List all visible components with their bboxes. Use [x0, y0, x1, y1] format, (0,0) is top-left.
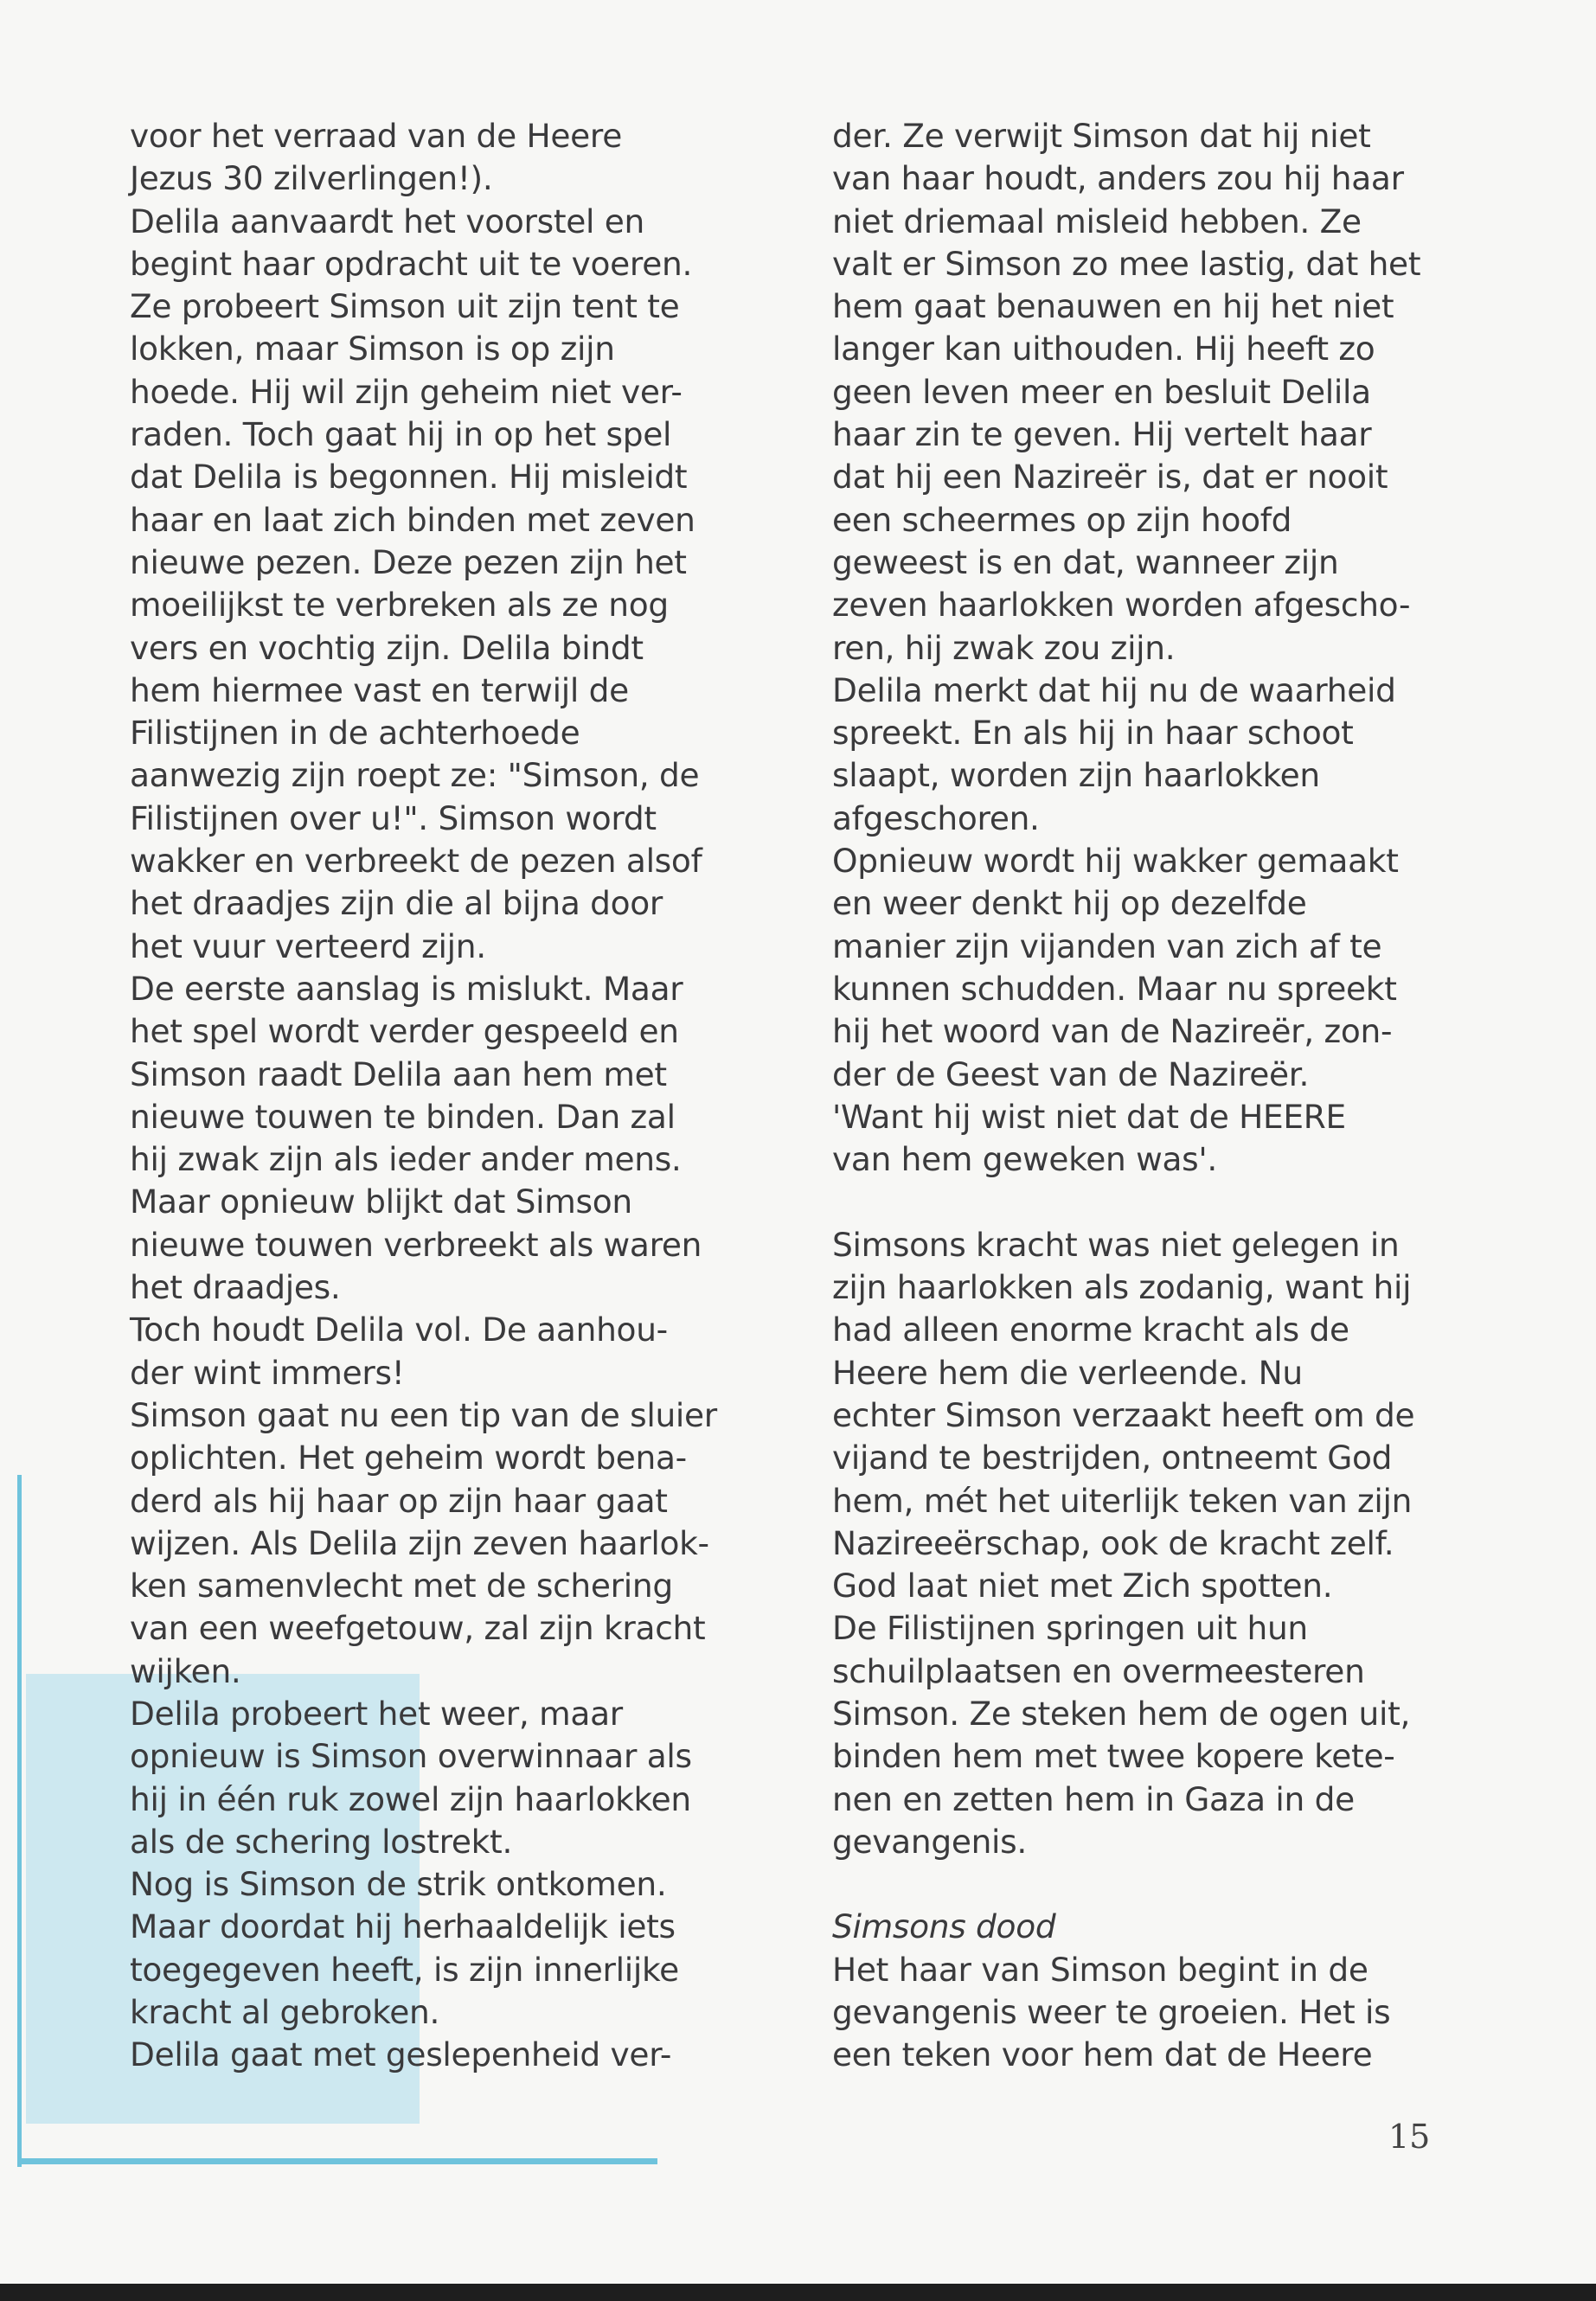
- text-line: van haar houdt, anders zou hij haar: [832, 159, 1404, 198]
- text-line: voor het verraad van de Heere: [130, 117, 622, 155]
- text-line: derd als hij haar op zijn haar gaat: [130, 1481, 668, 1520]
- text-line: lokken, maar Simson is op zijn: [130, 330, 615, 369]
- text-line: Nazireeërschap, ook de kracht zelf.: [832, 1523, 1394, 1562]
- text-line: nieuwe touwen te binden. Dan zal: [130, 1097, 676, 1136]
- text-line: wijken.: [130, 1651, 241, 1690]
- text-line: 'Want hij wist niet dat de HEERE: [832, 1097, 1346, 1136]
- text-line: nen en zetten hem in Gaza in de: [832, 1779, 1355, 1818]
- text-line: geweest is en dat, wanneer zijn: [832, 542, 1339, 581]
- text-line: hem hiermee vast en terwijl de: [130, 670, 629, 709]
- text-line: geen leven meer en besluit Delila: [832, 372, 1371, 411]
- text-line: langer kan uithouden. Hij heeft zo: [832, 330, 1375, 369]
- text-line: het spel wordt verder gespeeld en: [130, 1012, 679, 1051]
- text-line: De eerste aanslag is mislukt. Maar: [130, 969, 683, 1008]
- text-line: begint haar opdracht uit te voeren.: [130, 244, 693, 283]
- text-line: gevangenis weer te groeien. Het is: [832, 1993, 1391, 2032]
- right-paragraph-group-3: [832, 1949, 1490, 2077]
- section-heading: Simsons dood: [832, 1907, 1056, 1946]
- text-line: aanwezig zijn roept ze: "Simson, de: [130, 756, 700, 795]
- text-line: Maar opnieuw blijkt dat Simson: [130, 1183, 632, 1221]
- text-line: Simson. Ze steken hem de ogen uit,: [832, 1694, 1411, 1733]
- text-line: Delila probeert het weer, maar: [130, 1694, 623, 1733]
- decorative-vertical-rule: [17, 1475, 22, 2167]
- paragraph-spacer: [832, 1863, 1490, 1906]
- text-line: schuilplaatsen en overmeesteren: [832, 1651, 1365, 1690]
- text-line: Jezus 30 zilverlingen!).: [130, 159, 493, 198]
- text-line: Simson gaat nu een tip van de sluier: [130, 1395, 717, 1434]
- text-line: Simsons kracht was niet gelegen in: [832, 1225, 1400, 1264]
- left-text-column: [130, 115, 753, 2077]
- text-line: raden. Toch gaat hij in op het spel: [130, 415, 672, 454]
- text-line: kunnen schudden. Maar nu spreekt: [832, 969, 1397, 1008]
- text-line: ren, hij zwak zou zijn.: [832, 628, 1176, 667]
- text-line: van hem geweken was'.: [832, 1140, 1218, 1179]
- text-line: haar en laat zich binden met zeven: [130, 500, 695, 539]
- text-line: De Filistijnen springen uit hun: [832, 1609, 1308, 1648]
- text-line: ken samenvlecht met de schering: [130, 1567, 673, 1606]
- text-line: nieuwe touwen verbreekt als waren: [130, 1225, 702, 1264]
- text-line: hij het woord van de Nazireër, zon-: [832, 1012, 1393, 1051]
- text-line: dat Delila is begonnen. Hij misleidt: [130, 458, 688, 497]
- text-line: Heere hem die verleende. Nu: [832, 1353, 1303, 1392]
- text-line: vijand te bestrijden, ontneemt God: [832, 1439, 1393, 1477]
- text-line: echter Simson verzaakt heeft om de: [832, 1395, 1415, 1434]
- text-line: had alleen enorme kracht als de: [832, 1311, 1349, 1349]
- text-line: het draadjes zijn die al bijna door: [130, 884, 663, 923]
- text-line: oplichten. Het geheim wordt bena-: [130, 1439, 687, 1477]
- text-line: het vuur verteerd zijn.: [130, 926, 486, 965]
- text-line: haar zin te geven. Hij vertelt haar: [832, 415, 1372, 454]
- text-line: Het haar van Simson begint in de: [832, 1950, 1368, 1989]
- text-line: zeven haarlokken worden afgescho-: [832, 586, 1411, 625]
- text-line: een teken voor hem dat de Heere: [832, 2035, 1373, 2074]
- text-line: wakker en verbreekt de pezen alsof: [130, 842, 702, 881]
- text-line: Simson raadt Delila aan hem met: [130, 1054, 667, 1093]
- text-line: hem gaat benauwen en hij het niet: [832, 287, 1394, 326]
- text-line: spreekt. En als hij in haar schoot: [832, 714, 1354, 753]
- right-paragraph-group-1: [832, 115, 1490, 1181]
- text-line: Toch houdt Delila vol. De aanhou-: [130, 1311, 668, 1349]
- text-line: opnieuw is Simson overwinnaar als: [130, 1737, 692, 1776]
- text-line: hem, mét het uiterlijk teken van zijn: [832, 1481, 1413, 1520]
- text-line: toegegeven heeft, is zijn innerlijke: [130, 1950, 679, 1989]
- text-line: dat hij een Nazireër is, dat er nooit: [832, 458, 1388, 497]
- text-line: Maar doordat hij herhaaldelijk iets: [130, 1907, 676, 1946]
- right-paragraph-group-2: [832, 1224, 1490, 1863]
- text-line: een scheermes op zijn hoofd: [832, 500, 1292, 539]
- text-line: slaapt, worden zijn haarlokken: [832, 756, 1320, 795]
- text-line: Filistijnen over u!". Simson wordt: [130, 798, 657, 837]
- text-line: moeilijkst te verbreken als ze nog: [130, 586, 669, 625]
- text-line: Filistijnen in de achterhoede: [130, 714, 580, 753]
- text-line: binden hem met twee kopere kete-: [832, 1737, 1395, 1776]
- page-bottom-edge: [0, 2284, 1596, 2301]
- text-line: hij zwak zijn als ieder ander mens.: [130, 1140, 682, 1179]
- text-line: Delila gaat met geslepenheid ver-: [130, 2035, 672, 2074]
- text-line: zijn haarlokken als zodanig, want hij: [832, 1268, 1412, 1307]
- text-line: valt er Simson zo mee lastig, dat het: [832, 244, 1421, 283]
- decorative-horizontal-rule: [17, 2158, 657, 2164]
- text-line: hoede. Hij wil zijn geheim niet ver-: [130, 372, 683, 411]
- text-line: hij in één ruk zowel zijn haarlokken: [130, 1779, 691, 1818]
- text-line: wijzen. Als Delila zijn zeven haarlok-: [130, 1523, 709, 1562]
- text-line: der de Geest van de Nazireër.: [832, 1054, 1310, 1093]
- text-line: gevangenis.: [832, 1822, 1028, 1861]
- text-line: Delila aanvaardt het voorstel en: [130, 202, 645, 240]
- text-line: der wint immers!: [130, 1353, 405, 1392]
- text-line: en weer denkt hij op dezelfde: [832, 884, 1307, 923]
- text-line: niet driemaal misleid hebben. Ze: [832, 202, 1362, 240]
- text-line: Delila merkt dat hij nu de waarheid: [832, 670, 1396, 709]
- text-line: afgeschoren.: [832, 798, 1040, 837]
- right-text-column: [832, 115, 1490, 2077]
- paragraph-spacer: [832, 1181, 1490, 1223]
- text-line: vers en vochtig zijn. Delila bindt: [130, 628, 644, 667]
- text-line: nieuwe pezen. Deze pezen zijn het: [130, 542, 687, 581]
- text-line: Ze probeert Simson uit zijn tent te: [130, 287, 680, 326]
- text-line: manier zijn vijanden van zich af te: [832, 926, 1382, 965]
- page-number: 15: [1388, 2118, 1431, 2156]
- text-line: als de schering lostrekt.: [130, 1822, 513, 1861]
- text-line: der. Ze verwijt Simson dat hij niet: [832, 117, 1371, 155]
- text-line: van een weefgetouw, zal zijn kracht: [130, 1609, 706, 1648]
- text-line: God laat niet met Zich spotten.: [832, 1567, 1333, 1606]
- text-line: het draadjes.: [130, 1268, 341, 1307]
- text-line: Nog is Simson de strik ontkomen.: [130, 1865, 667, 1904]
- text-line: kracht al gebroken.: [130, 1993, 440, 2032]
- text-line: Opnieuw wordt hij wakker gemaakt: [832, 842, 1399, 881]
